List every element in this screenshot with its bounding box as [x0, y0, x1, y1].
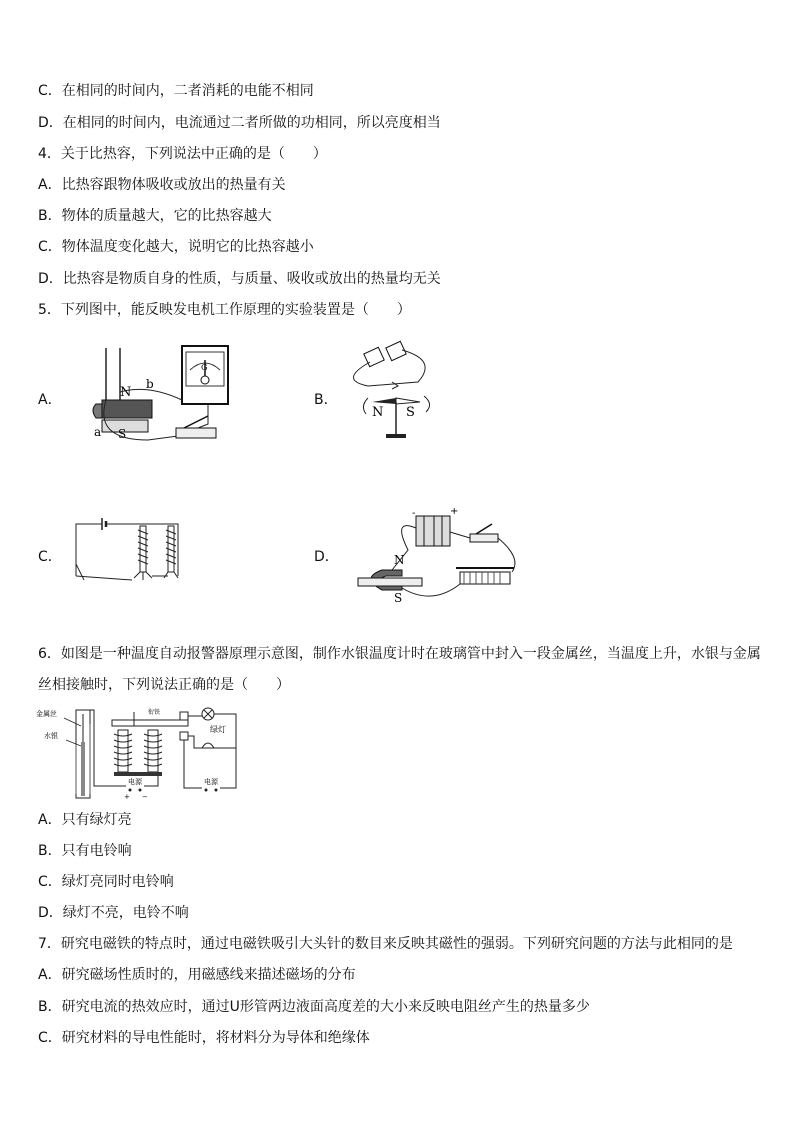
fig-d-south-label: S: [394, 591, 403, 605]
fig-d-north-label: N: [394, 553, 405, 567]
q5-option-c-label: C．: [38, 549, 62, 565]
q4-option-c: C．物体温度变化越大，说明它的比热容越小: [38, 239, 314, 255]
q3-option-c: C．在相同的时间内，二者消耗的电能不相同: [38, 83, 314, 99]
q6-stem-line2: 丝相接触时，下列说法正确的是（ ）: [38, 677, 290, 693]
q5-figure-a: [88, 340, 238, 448]
q5-option-b-label: B．: [314, 392, 338, 408]
fig-a-point-a: a: [94, 425, 102, 439]
q4-stem: 4．关于比热容，下列说法中正确的是（ ）: [38, 146, 327, 162]
q7-option-c: C．研究材料的导电性能时，将材料分为导体和绝缘体: [38, 1030, 370, 1046]
q5-stem: 5．下列图中，能反映发电机工作原理的实验装置是（ ）: [38, 302, 411, 318]
q7-stem: 7．研究电磁铁的特点时，通过电磁铁吸引大头针的数目来反映其磁性的强弱。下列研究问题的方法与此相同的是: [38, 936, 733, 952]
q6-alarm-figure: [36, 704, 242, 802]
fig-a-point-b: b: [146, 377, 154, 391]
fig-a-meter-g: G: [201, 363, 208, 372]
fig-d-minus-label: -: [412, 508, 416, 519]
q7-option-b: B．研究电流的热效应时，通过U形管两边液面高度差的大小来反映电阻丝产生的热量多少: [38, 999, 590, 1015]
fig6-minus-label: −: [142, 793, 148, 801]
q6-option-d: D．绿灯不亮，电铃不响: [38, 905, 189, 921]
q5-figure-d: [352, 508, 522, 606]
fig-d-plus-label: +: [450, 508, 459, 517]
q6-option-b: B．只有电铃响: [38, 843, 132, 859]
q6-stem-line1: 6．如图是一种温度自动报警器原理示意图，制作水银温度计时在玻璃管中封入一段金属丝，当温度上升，水银与金属: [38, 646, 761, 662]
q6-option-a: A．只有绿灯亮: [38, 812, 132, 828]
q5-figure-c: [72, 516, 192, 586]
q5-option-a-label: A．: [38, 392, 62, 408]
q6-option-c: C．绿灯亮同时电铃响: [38, 874, 174, 890]
q4-option-a: A．比热容跟物体吸收或放出的热量有关: [38, 177, 286, 193]
q4-option-d: D．比热容是物质自身的性质，与质量、吸收或放出的热量均无关: [38, 271, 441, 287]
fig6-power2-label: 电源: [204, 778, 218, 786]
q5-figure-b: [348, 340, 438, 440]
fig6-metal-wire-label: 金属丝: [36, 710, 57, 718]
fig-b-south-label: S: [406, 405, 415, 420]
fig-a-north-label: N: [120, 385, 132, 400]
fig6-power1-label: 电源: [128, 778, 142, 786]
fig6-armature-label: 衔铁: [148, 709, 161, 716]
fig-a-south-label: S: [118, 427, 127, 441]
fig-b-north-label: N: [372, 405, 384, 420]
q5-option-d-label: D．: [314, 549, 339, 565]
fig6-mercury-label: 水银: [44, 732, 58, 740]
q4-option-b: B．物体的质量越大，它的比热容越大: [38, 208, 272, 224]
fig6-green-light-label: 绿灯: [210, 725, 226, 734]
q3-option-d: D．在相同的时间内，电流通过二者所做的功相同，所以亮度相当: [38, 115, 441, 131]
q7-option-a: A．研究磁场性质时的，用磁感线来描述磁场的分布: [38, 967, 356, 983]
fig6-plus-label: +: [124, 793, 130, 801]
